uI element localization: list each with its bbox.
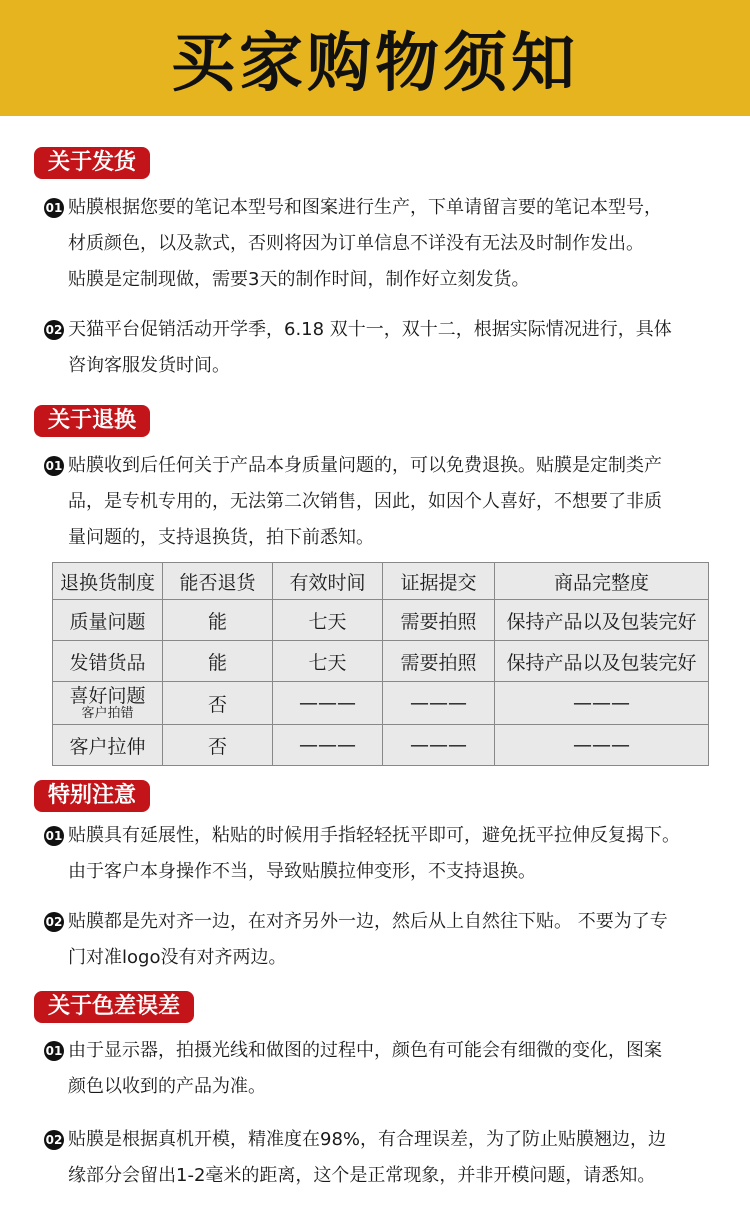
- paragraph-continued: [44, 1069, 734, 1105]
- paragraph: [68, 190, 662, 226]
- table-cell: 需要拍照: [383, 600, 495, 641]
- returns-policy-table: [52, 562, 709, 766]
- table-cell: 保持产品以及包装完好: [495, 641, 709, 682]
- text-line: 量问题的，支持退换货，拍下前悉知。: [68, 527, 374, 548]
- text-line: 天猫平台促销活动开学季，6.18 双十一，双十二，根据实际情况进行，具体: [68, 319, 672, 340]
- table-cell: ———: [495, 682, 709, 725]
- shipping-item-2: [44, 312, 734, 384]
- column-header: 退换货制度: [53, 563, 163, 600]
- paragraph-continued: [44, 854, 734, 890]
- number-badge: 02: [44, 1130, 64, 1150]
- table-header-row: [53, 563, 709, 600]
- column-header: 证据提交: [383, 563, 495, 600]
- table-cell: 发错货品: [53, 641, 163, 682]
- text-line: 由于客户本身操作不当，导致贴膜拉伸变形，不支持退换。: [68, 861, 536, 882]
- text-line: 贴膜根据您要的笔记本型号和图案进行生产，下单请留言要的笔记本型号，: [68, 197, 662, 218]
- paragraph-continued: [44, 348, 734, 384]
- number-badge: 01: [44, 456, 64, 476]
- paragraph: [68, 312, 672, 348]
- paragraph-continued: [44, 226, 734, 298]
- paragraph: [68, 1033, 662, 1069]
- table-cell: [53, 682, 163, 725]
- table-row: [53, 682, 709, 725]
- table-cell: ———: [273, 682, 383, 725]
- table-cell: 质量问题: [53, 600, 163, 641]
- table-cell: 能: [163, 600, 273, 641]
- page-header: [0, 0, 750, 116]
- notice-item-2: [44, 904, 734, 976]
- paragraph-continued: [44, 484, 734, 556]
- paragraph: [68, 818, 680, 854]
- section-label-color-difference: 关于色差误差: [34, 991, 194, 1023]
- table-cell: ———: [383, 725, 495, 766]
- table-cell: ———: [383, 682, 495, 725]
- paragraph-continued: [44, 940, 734, 976]
- page-title: 买家购物须知: [171, 27, 579, 101]
- returns-item-1: [44, 448, 734, 556]
- table-cell: ———: [495, 725, 709, 766]
- text-line: 门对准logo没有对齐两边。: [68, 947, 287, 968]
- table-row: [53, 725, 709, 766]
- notice-item-1: [44, 818, 734, 890]
- number-badge: 01: [44, 198, 64, 218]
- column-header: 能否退货: [163, 563, 273, 600]
- text-line: 咨询客服发货时间。: [68, 355, 230, 376]
- number-badge: 01: [44, 826, 64, 846]
- section-label-notice: 特别注意: [34, 780, 150, 812]
- text-line: 品，是专机专用的，无法第二次销售，因此，如因个人喜好，不想要了非质: [68, 491, 662, 512]
- text-line: 材质颜色，以及款式，否则将因为订单信息不详没有无法及时制作发出。: [68, 233, 644, 254]
- color-item-1: [44, 1033, 734, 1105]
- text-line: 贴膜是根据真机开模，精准度在98%，有合理误差，为了防止贴膜翘边，边: [68, 1129, 667, 1150]
- paragraph: [68, 448, 662, 484]
- table-cell: ———: [273, 725, 383, 766]
- text-line: 颜色以收到的产品为准。: [68, 1076, 266, 1097]
- table-cell: 保持产品以及包装完好: [495, 600, 709, 641]
- table-cell: 否: [163, 682, 273, 725]
- text-line: 贴膜都是先对齐一边，在对齐另外一边，然后从上自然往下贴。 不要为了专: [68, 911, 668, 932]
- table-cell: 否: [163, 725, 273, 766]
- table-row: [53, 600, 709, 641]
- text-line: 贴膜收到后任何关于产品本身质量问题的，可以免费退换。贴膜是定制类产: [68, 455, 662, 476]
- shipping-item-1: [44, 190, 734, 298]
- number-badge: 02: [44, 320, 64, 340]
- text-line: 缘部分会留出1-2毫米的距离，这个是正常现象，并非开模问题，请悉知。: [68, 1165, 656, 1186]
- table-cell: 七天: [273, 641, 383, 682]
- table-cell: 需要拍照: [383, 641, 495, 682]
- column-header: 有效时间: [273, 563, 383, 600]
- number-badge: 01: [44, 1041, 64, 1061]
- paragraph: [68, 1122, 666, 1158]
- section-label-returns: 关于退换: [34, 405, 150, 437]
- color-item-2: [44, 1122, 734, 1194]
- paragraph: [68, 904, 668, 940]
- text-line: 由于显示器，拍摄光线和做图的过程中，颜色有可能会有细微的变化，图案: [68, 1040, 662, 1061]
- section-label-shipping: 关于发货: [34, 147, 150, 179]
- text-line: 贴膜具有延展性，粘贴的时候用手指轻轻抚平即可，避免抚平拉伸反复揭下。: [68, 825, 680, 846]
- column-header: 商品完整度: [495, 563, 709, 600]
- table-row: [53, 641, 709, 682]
- cell-sub-text: 客户拍错: [81, 706, 134, 721]
- cell-main-text: 喜好问题: [69, 685, 146, 707]
- text-line: 贴膜是定制现做，需要3天的制作时间，制作好立刻发货。: [68, 269, 530, 290]
- number-badge: 02: [44, 912, 64, 932]
- paragraph-continued: [44, 1158, 734, 1194]
- table-cell: 七天: [273, 600, 383, 641]
- table-cell: 客户拉伸: [53, 725, 163, 766]
- table-cell: 能: [163, 641, 273, 682]
